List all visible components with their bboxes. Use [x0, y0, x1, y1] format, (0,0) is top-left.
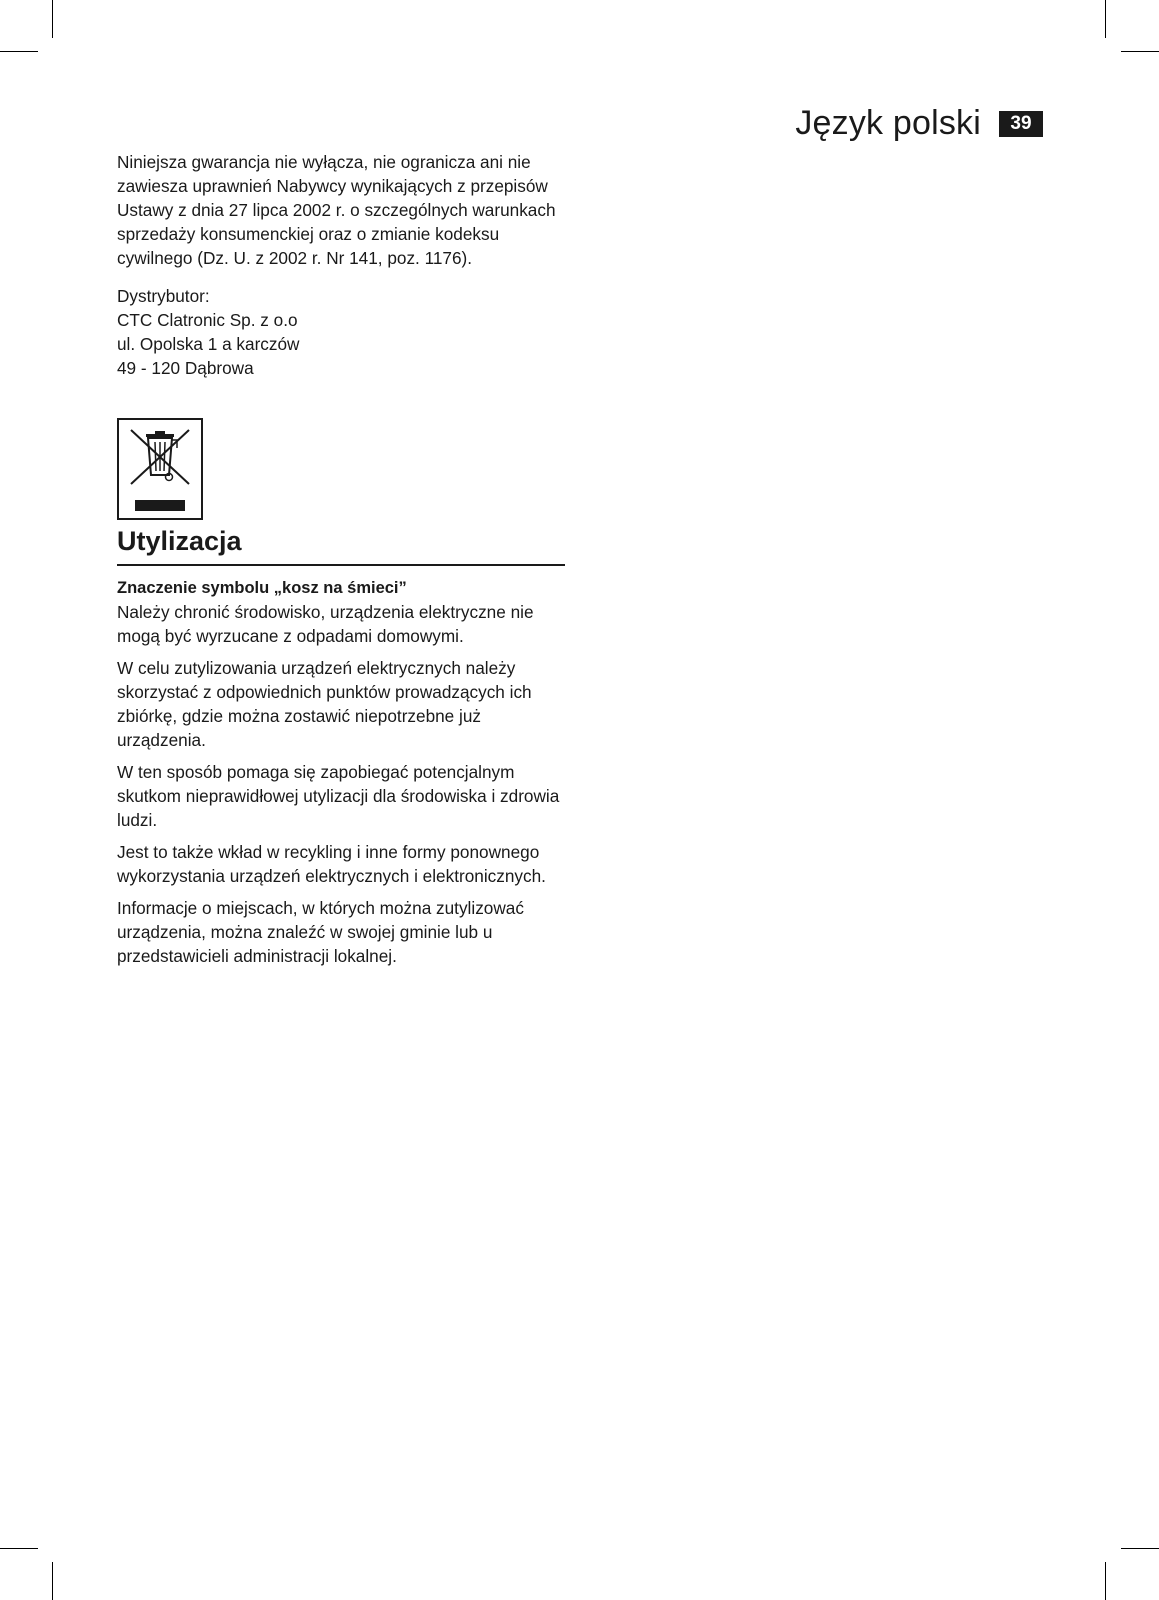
- symbol-meaning-subheading: Znaczenie symbolu „kosz na śmieci”: [117, 579, 407, 597]
- distributor-block: [117, 284, 565, 380]
- disposal-paragraph-3: W ten sposób pomaga się zapobiegać potencjalnym skutkom nieprawidłowej utylizacji dla środowiska i zdrowia ludzi.: [117, 762, 560, 830]
- main-column: [117, 150, 565, 976]
- page-header: [795, 104, 1043, 143]
- crop-mark-top-right-horizontal: [1121, 51, 1159, 52]
- section-title-disposal: Utylizacja: [117, 522, 565, 566]
- language-title: Język polski: [795, 104, 981, 142]
- distributor-city: 49 - 120 Dąbrowa: [117, 358, 254, 378]
- disposal-paragraph-5: Informacje o miejscach, w których można zutylizować urządzenia, można znaleźć w swojej gminie lub u przedstawicieli administracji lokalnej.: [117, 898, 524, 966]
- disposal-paragraph-2: W celu zutylizowania urządzeń elektrycznych należy skorzystać z odpowiednich punktów prowadzących ich zbiórkę, gdzie można zostawić niepotrzebne już urządzenia.: [117, 658, 532, 750]
- crop-mark-top-right-vertical: [1105, 0, 1106, 38]
- distributor-street: ul. Opolska 1 a karczów: [117, 334, 300, 354]
- distributor-label: Dystrybutor:: [117, 286, 210, 306]
- crossed-out-wheelie-bin-icon: [117, 418, 203, 520]
- disposal-paragraph-1: Należy chronić środowisko, urządzenia elektryczne nie mogą być wyrzucane z odpadami domowymi.: [117, 602, 534, 646]
- crop-mark-bottom-left-horizontal: [0, 1548, 38, 1549]
- crop-mark-top-left-vertical: [52, 0, 53, 38]
- warranty-paragraph: Niniejsza gwarancja nie wyłącza, nie ogranicza ani nie zawiesza uprawnień Nabywcy wynikających z przepisów Ustawy z dnia 27 lipca 2002 r. o szczególnych warunkach sprzedaży konsumenckiej oraz o zmianie kodeksu cywilnego (Dz. U. z 2002 r. Nr 141, poz. 1176).: [117, 152, 556, 268]
- crop-mark-bottom-right-vertical: [1105, 1562, 1106, 1600]
- distributor-company: CTC Clatronic Sp. z o.o: [117, 310, 298, 330]
- disposal-paragraph-4: Jest to także wkład w recykling i inne formy ponownego wykorzystania urządzeń elektrycznych i elektronicznych.: [117, 842, 546, 886]
- crop-mark-bottom-left-vertical: [52, 1562, 53, 1600]
- crop-mark-bottom-right-horizontal: [1121, 1548, 1159, 1549]
- page-number-badge: 39: [999, 111, 1043, 137]
- crop-mark-top-left-horizontal: [0, 51, 38, 52]
